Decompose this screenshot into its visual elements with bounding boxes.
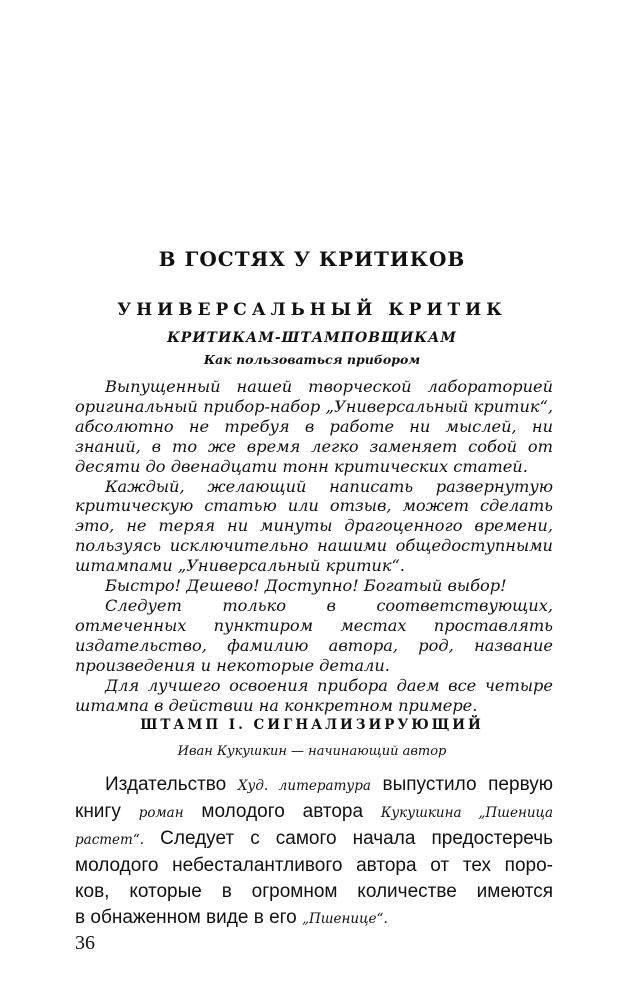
stamp-title: ШТАМП I. СИГНАЛИЗИРУЮЩИЙ	[140, 717, 484, 733]
section-title: УНИВЕРСАЛЬНЫЙ КРИТИК	[117, 300, 507, 320]
intro-paragraph: Следует только в соответствующих, отмеченных пунктиром местах проставлять издательство, фамилию автора, род, название произведения и некоторые детали.	[75, 595, 553, 675]
filled-blank: растет“.	[75, 832, 145, 848]
body-line: ков, которые в огромном количестве имеются	[75, 881, 553, 902]
intro-paragraph: Выпущенный нашей творческой лабораторией оригинальный прибор-набор „Универсальный критик“, абсолютно не требуя в работе ни мыслей, ни знаний, в то же время легко заменяет собой от десяти до двенадцати тонн критических статей.	[75, 377, 553, 476]
body-line: растет“. Следует с самого начала предостеречь	[75, 828, 554, 849]
intro-text	[75, 377, 553, 715]
body-line: в обнаженном виде в его „Пшенице“.	[75, 907, 388, 928]
intro-paragraph: Для лучшего освоения прибора даем все четыре штампа в действии на конкретном примере.	[75, 675, 553, 715]
body-line: молодого небесталантливого автора от тех поро-	[75, 855, 553, 876]
filled-blank: Кукушкина „Пшеница	[380, 805, 553, 821]
filled-blank: „Пшенице“.	[302, 911, 388, 927]
stamp-subtitle: Иван Кукушкин — начинающий автор	[177, 744, 447, 759]
filled-blank: Худ. литература	[237, 778, 371, 794]
intro-paragraph: Быстро! Дешево! Доступно! Богатый выбор!	[105, 576, 507, 596]
body-text	[75, 772, 553, 932]
sub-subtitle: Как пользоваться прибором	[203, 352, 421, 367]
body-line: Издательство Худ. литература выпустило первую	[105, 774, 553, 795]
intro-paragraph: Каждый, желающий написать развернутую критическую статью или отзыв, может сделать это, не теряя ни минуты драгоценного времени, пользуясь исключительно нашими общедоступными штампами „Универсальный критик“.	[75, 476, 553, 576]
filled-blank: роман	[138, 805, 184, 821]
body-line: книгу роман молодого автора Кукушкина „Пшеница	[75, 801, 553, 822]
subtitle: КРИТИКАМ-ШТАМПОВЩИКАМ	[167, 330, 457, 346]
page-number: 36	[75, 932, 95, 954]
chapter-title: В ГОСТЯХ У КРИТИКОВ	[158, 247, 466, 271]
